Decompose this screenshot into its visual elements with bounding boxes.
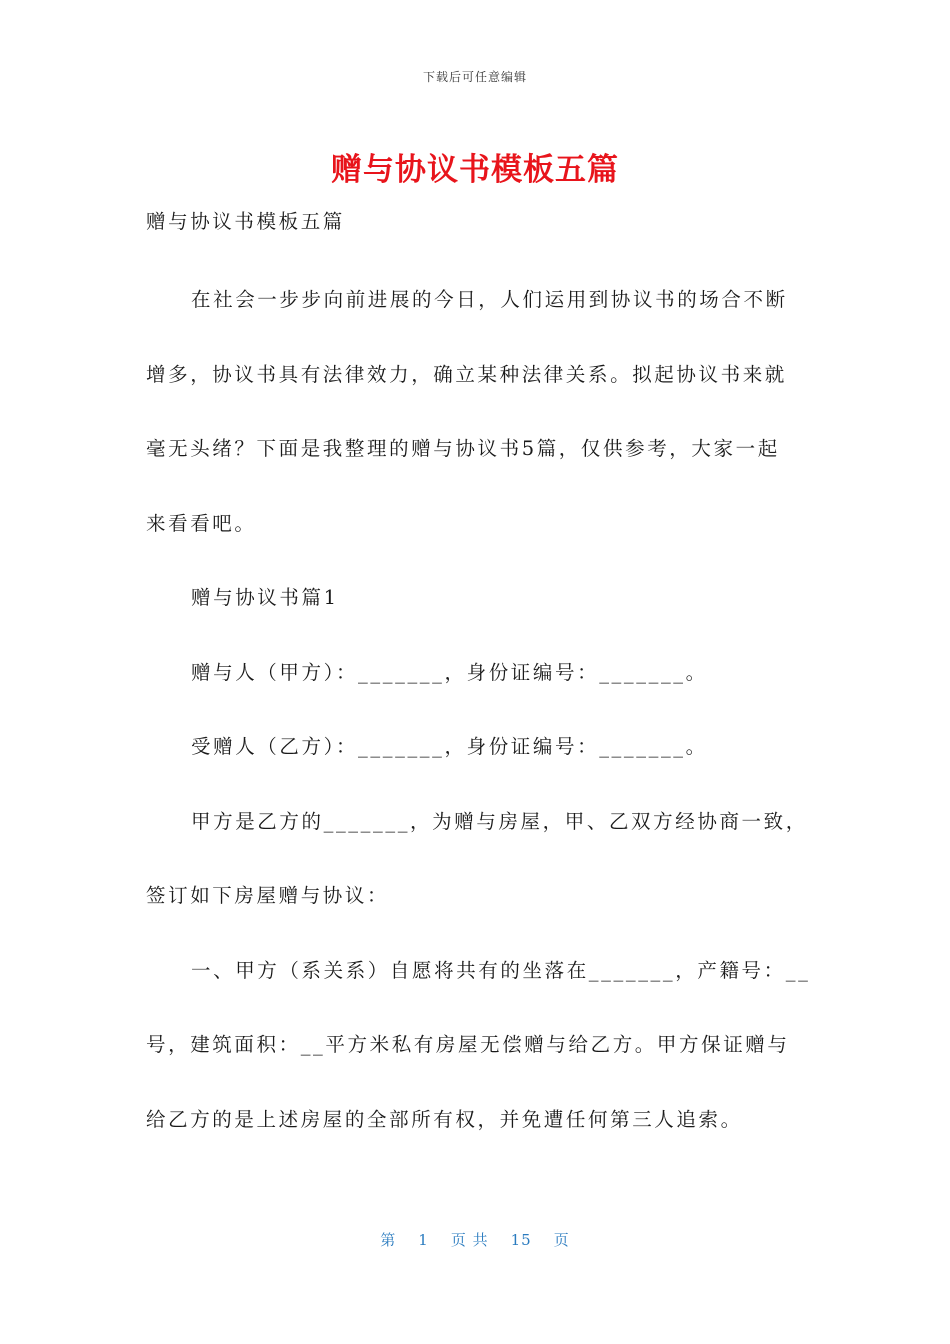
paragraph-line: 受赠人（乙方）：_______，身份证编号：_______。 [191,735,708,758]
section-heading: 赠与协议书篇1 [191,586,339,609]
document-subtitle: 赠与协议书模板五篇 [146,210,345,233]
footer-label-total: 页 共 [450,1231,489,1249]
paragraph-line: 签订如下房屋赠与协议： [146,884,390,907]
paragraph-line: 赠与人（甲方）：_______，身份证编号：_______。 [191,661,708,684]
paragraph-line: 毫无头绪？下面是我整理的赠与协议书5篇，仅供参考，大家一起 [146,437,780,460]
paragraph-line: 来看看吧。 [146,512,257,535]
paragraph-line: 在社会一步步向前进展的今日，人们运用到协议书的场合不断 [191,288,788,311]
footer-total-pages: 15 [510,1231,532,1249]
footer-current-page: 1 [418,1231,429,1249]
paragraph-line: 号，建筑面积：__平方米私有房屋无偿赠与给乙方。甲方保证赠与 [146,1033,790,1056]
paragraph-line: 一、甲方（系关系）自愿将共有的坐落在_______，产籍号：__ [191,959,811,982]
paragraph-line: 增多，协议书具有法律效力，确立某种法律关系。拟起协议书来就 [146,363,787,386]
footer-label-end: 页 [553,1231,570,1249]
page-footer [0,1229,950,1250]
paragraph-line: 甲方是乙方的_______，为赠与房屋，甲、乙双方经协商一致， [191,810,808,833]
header-note: 下载后可任意编辑 [422,70,527,84]
footer-label-page: 第 [380,1231,397,1249]
document-title: 赠与协议书模板五篇 [331,152,619,188]
paragraph-line: 给乙方的是上述房屋的全部所有权，并免遭任何第三人追索。 [146,1108,743,1131]
